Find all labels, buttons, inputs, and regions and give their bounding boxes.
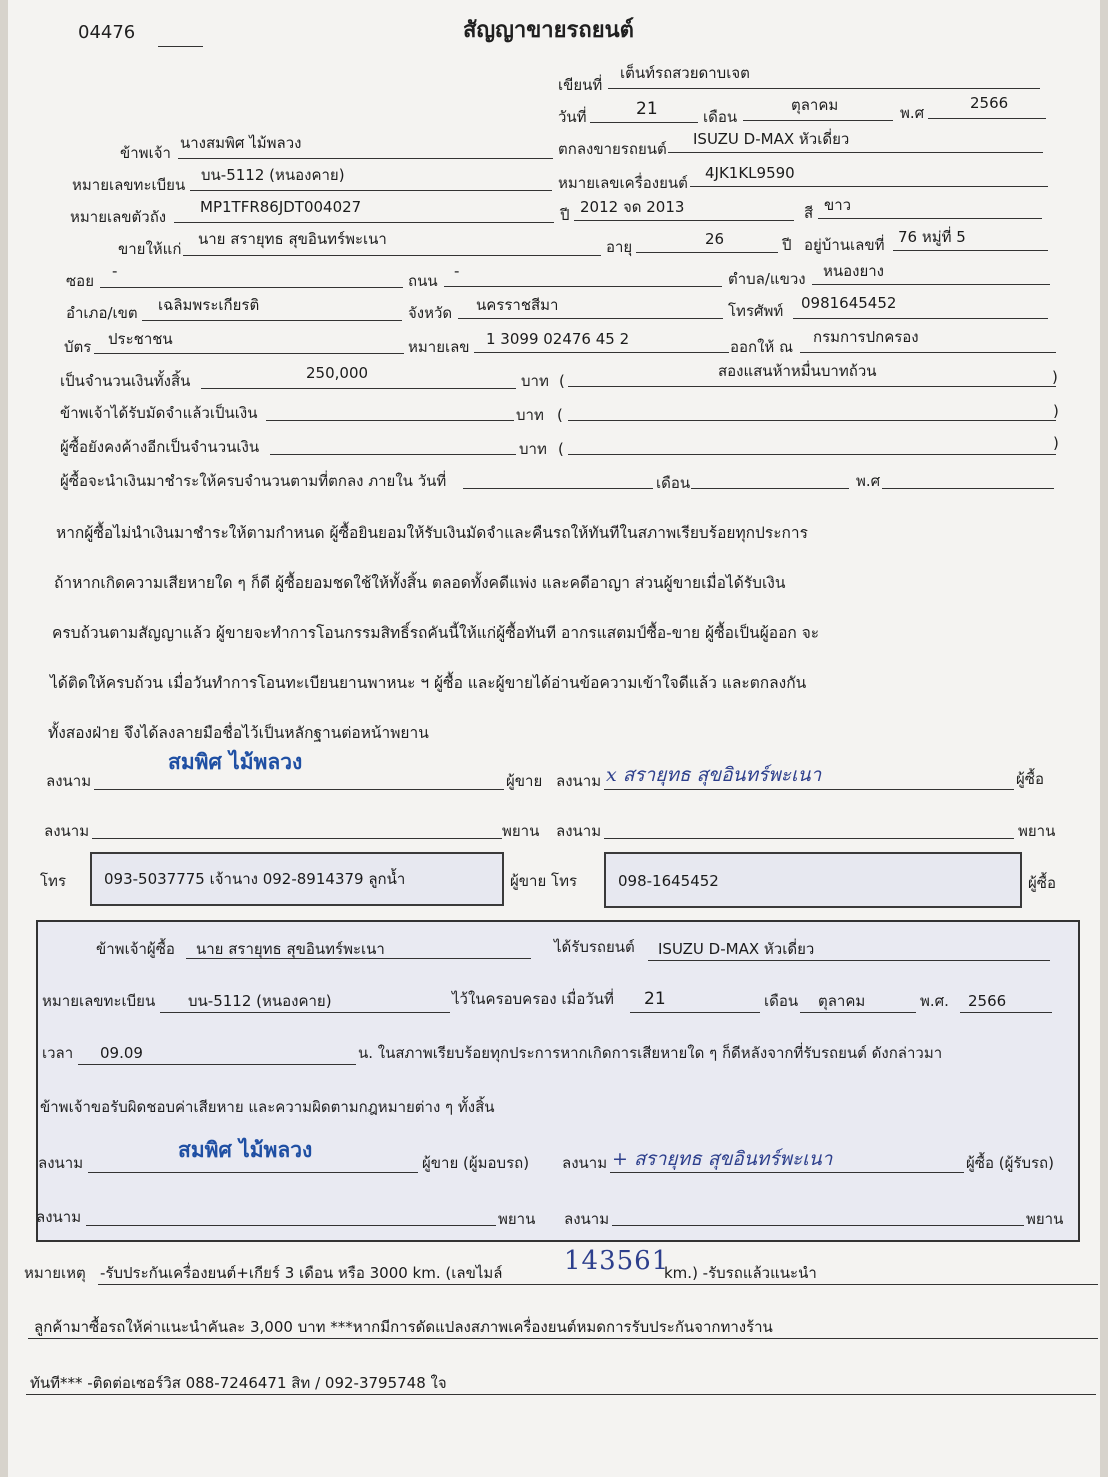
value-color: ขาว <box>824 196 852 214</box>
buyer-phone: 098-1645452 <box>618 872 719 890</box>
label-reg-no: หมายเลขทะเบียน <box>72 176 186 194</box>
line-witness-2 <box>604 838 1014 839</box>
receipt-buyer-name: นาย สรายุทธ สุขอินทร์พะเนา <box>196 940 385 958</box>
line-amount-text <box>568 386 1056 387</box>
line-notes-1 <box>98 1284 1098 1285</box>
buyer-phone-box <box>604 852 1022 908</box>
label-baht-3: บาท <box>519 440 547 458</box>
label-date: วันที่ <box>558 108 587 126</box>
line-receipt-witness-1 <box>86 1225 496 1226</box>
line-reg-no <box>190 190 552 191</box>
line-deposit <box>266 420 514 421</box>
receipt-month: ตุลาคม <box>818 992 866 1010</box>
line-car <box>668 152 1043 153</box>
value-year-model: 2012 จด 2013 <box>580 198 685 216</box>
line-district <box>142 320 402 321</box>
value-district: เฉลิมพระเกียรติ <box>158 296 260 314</box>
receipt-day: 21 <box>644 989 666 1009</box>
line-province <box>458 318 723 319</box>
label-sign-seller: ลงนาม <box>46 772 92 790</box>
time-text: น. ในสภาพเรียบร้อยทุกประการหากเกิดการเสียหายใด ๆ ก็ดีหลังจากที่รับรถยนต์ ดังกล่าวมา <box>358 1044 943 1062</box>
line-age <box>636 252 778 253</box>
label-possess: ไว้ในครอบครอง เมื่อวันที่ <box>452 990 614 1008</box>
receipt-time: 09.09 <box>100 1044 143 1062</box>
label-issued-by: ออกให้ ณ <box>730 338 793 356</box>
receipt-seller-signature: สมพิศ ไม้พลวง <box>178 1138 313 1162</box>
line-receipt-car <box>648 960 1050 961</box>
value-age: 26 <box>705 230 725 248</box>
line-subdistrict <box>812 284 1050 285</box>
divider <box>158 46 203 47</box>
label-witness-1: พยาน <box>502 822 540 840</box>
value-day: 21 <box>636 99 658 119</box>
line-house-no <box>893 250 1048 251</box>
label-receipt-reg: หมายเลขทะเบียน <box>42 992 156 1010</box>
value-issued-by: กรมการปกครอง <box>813 328 919 346</box>
label-receipt-sign-buyer: ลงนาม <box>562 1154 608 1172</box>
line-receipt-buyer <box>186 958 531 959</box>
label-subdistrict: ตำบล/แขวง <box>728 270 806 288</box>
line-remaining <box>270 454 516 455</box>
body-line-3: ครบถ้วนตามสัญญาแล้ว ผู้ขายจะทำการโอนกรรมสิทธิ์รถคันนี้ให้แก่ผู้ซื้อทันที อากรแสตมป์ซื้อ-ขาย ผู้ซื้อเป็นผู้ออก จะ <box>52 624 820 642</box>
label-province: จังหวัด <box>408 304 453 322</box>
label-card-no: หมายเลข <box>408 338 470 356</box>
label-received-car: ได้รับรถยนต์ <box>554 938 635 956</box>
line-soi <box>100 287 403 288</box>
label-chassis-no: หมายเลขตัวถัง <box>70 208 167 226</box>
label-receipt-sign-seller: ลงนาม <box>38 1154 84 1172</box>
line-phone <box>793 318 1048 319</box>
paren-open: ( <box>557 406 563 424</box>
notes-line-1a: -รับประกันเครื่องยนต์+เกียร์ 3 เดือน หรือ 3000 km. (เลขไมล์ <box>100 1264 503 1282</box>
label-receipt-witness-2: พยาน <box>1026 1210 1064 1228</box>
paren-open: ( <box>559 372 565 390</box>
label-buyer: ผู้ซื้อ <box>1016 770 1044 788</box>
value-engine-no: 4JK1KL9590 <box>705 164 795 182</box>
value-road: - <box>454 262 460 280</box>
line-deposit-text <box>568 420 1056 421</box>
paren-close: ) <box>1053 402 1059 420</box>
label-total-amount: เป็นจำนวนเงินทั้งสิ้น <box>60 372 191 390</box>
value-card-no: 1 3099 02476 45 2 <box>486 330 630 348</box>
line-receipt-month <box>800 1012 916 1013</box>
label-receipt-witness-2-sign: ลงนาม <box>564 1210 610 1228</box>
body-line-5: ทั้งสองฝ่าย จึงได้ลงลายมือชื่อไว้เป็นหลักฐานต่อหน้าพยาน <box>48 724 429 742</box>
value-month: ตุลาคม <box>791 96 839 114</box>
line-receipt-reg <box>160 1012 450 1013</box>
line-receipt-sign-seller <box>88 1172 418 1173</box>
line-be <box>928 118 1046 119</box>
seller-signature: สมพิศ ไม้พลวง <box>168 750 303 774</box>
receipt-car: ISUZU D-MAX หัวเดี่ยว <box>658 940 815 958</box>
label-written-at: เขียนที่ <box>558 76 603 94</box>
line-time <box>78 1064 356 1065</box>
label-pay-be: พ.ศ <box>856 472 881 490</box>
line-receipt-day <box>630 1012 760 1013</box>
value-province: นครราชสีมา <box>476 296 559 314</box>
value-phone: 0981645452 <box>801 294 897 312</box>
label-buyer-tel: ผู้ซื้อ <box>1028 874 1056 892</box>
line-seller <box>178 158 553 159</box>
label-year: ปี <box>560 206 570 224</box>
line-remaining-text <box>568 454 1056 455</box>
label-receipt-witness-1-sign: ลงนาม <box>36 1208 82 1226</box>
value-year: 2566 <box>970 94 1009 112</box>
body-line-2: ถ้าหากเกิดความเสียหายใด ๆ ก็ดี ผู้ซื้อยอมชดใช้ให้ทั้งสิ้น ตลอดทั้งคดีแพ่ง และคดีอาญา ส่วนผู้ขายเมื่อได้รับเงิน <box>54 574 786 592</box>
buyer-signature: x สรายุทธ สุขอินทร์พะเนา <box>606 764 822 786</box>
label-tel: โทร <box>40 872 67 890</box>
label-receipt-buyer: ผู้ซื้อ (ผู้รับรถ) <box>966 1154 1054 1172</box>
label-sign-witness-1: ลงนาม <box>44 822 90 840</box>
label-seller-tel: ผู้ขาย โทร <box>510 872 578 890</box>
body-line-4: ได้ติดให้ครบถ้วน เมื่อวันทำการโอนทะเบียนยานพาหนะ ฯ ผู้ซื้อ และผู้ขายได้อ่านข้อความเข้าใจดีแล้ว และตกลงกัน <box>50 674 807 692</box>
label-remaining: ผู้ซื้อยังคงค้างอีกเป็นจำนวนเงิน <box>60 438 260 456</box>
line-buyer <box>183 255 601 256</box>
label-road: ถนน <box>408 272 438 290</box>
label-phone: โทรศัพท์ <box>728 302 784 320</box>
label-agree-sell: ตกลงขายรถยนต์ <box>558 140 667 158</box>
body-line-1: หากผู้ซื้อไม่นำเงินมาชำระให้ตามกำหนด ผู้ซื้อยินยอมให้รับเงินมัดจำและคืนรถให้ทันทีในสภาพเรียบร้อยทุกประการ <box>56 524 808 542</box>
line-date <box>590 122 698 123</box>
line-chassis-no <box>174 222 554 223</box>
notes-line-3: ทันที*** -ติดต่อเซอร์วิส 088-7246471 สิท / 092-3795748 ใจ <box>30 1374 447 1392</box>
label-i-buyer: ข้าพเจ้าผู้ซื้อ <box>96 940 175 958</box>
line-year <box>574 220 794 221</box>
label-be: พ.ศ <box>900 104 925 122</box>
line-card-no <box>474 352 729 353</box>
line-color <box>818 218 1042 219</box>
receipt-year: 2566 <box>968 992 1007 1010</box>
label-seller: ผู้ขาย <box>506 772 543 790</box>
label-house-no: อยู่บ้านเลขที่ <box>804 236 885 254</box>
value-amount-text: สองแสนห้าหมื่นบาทถ้วน <box>718 362 877 380</box>
value-seller-name: นางสมพิศ ไม้พลวง <box>180 134 302 152</box>
label-receipt-month: เดือน <box>764 992 799 1010</box>
notes-line-2: ลูกค้ามาซื้อรถให้ค่าแนะนำคันละ 3,000 บาท ***หากมีการดัดแปลงสภาพเครื่องยนต์หมดการรับประกันจากทางร้าน <box>34 1318 773 1336</box>
notes-line-1b: km.) -รับรถแล้วแนะนำ <box>664 1264 817 1282</box>
label-sign-witness-2: ลงนาม <box>556 822 602 840</box>
label-receipt-seller: ผู้ขาย (ผู้มอบรถ) <box>422 1154 530 1172</box>
label-baht-2: บาท <box>516 406 544 424</box>
value-amount: 250,000 <box>306 364 369 382</box>
label-i: ข้าพเจ้า <box>120 144 171 162</box>
label-color: สี <box>804 204 814 222</box>
seller-phone: 093-5037775 เจ้านาง 092-8914379 ลูกน้ำ <box>104 870 406 888</box>
line-receipt-witness-2 <box>612 1225 1024 1226</box>
receipt-buyer-signature: + สรายุทธ สุขอินทร์พะเนา <box>612 1148 833 1170</box>
line-engine-no <box>690 186 1048 187</box>
label-soi: ซอย <box>66 272 94 290</box>
label-time: เวลา <box>42 1044 74 1062</box>
receipt-section <box>36 920 1080 1242</box>
value-written-at: เต็นท์รถสวยดาบเจต <box>620 64 750 82</box>
line-pay-month <box>691 488 849 489</box>
label-age: อายุ <box>606 238 633 256</box>
line-road <box>444 286 722 287</box>
label-receipt-be: พ.ศ. <box>920 992 949 1010</box>
value-house-no: 76 หมู่ที่ 5 <box>898 228 966 246</box>
label-engine-no: หมายเลขเครื่องยนต์ <box>558 174 688 192</box>
line-card <box>94 353 404 354</box>
label-pay-within: ผู้ซื้อจะนำเงินมาชำระให้ครบจำนวนตามที่ตกลง ภายใน วันที่ <box>60 472 447 490</box>
label-notes: หมายเหตุ <box>24 1264 86 1282</box>
value-chassis-no: MP1TFR86JDT004027 <box>200 198 362 216</box>
line-receipt-be <box>960 1012 1052 1013</box>
line-notes-3 <box>26 1394 1096 1395</box>
label-card: บัตร <box>64 338 92 356</box>
document-number: 04476 <box>78 22 136 43</box>
line-pay-day <box>463 488 653 489</box>
paren-close: ) <box>1053 434 1059 452</box>
label-baht-1: บาท <box>521 372 549 390</box>
line-written-at <box>608 88 1040 89</box>
contract-sheet <box>8 0 1100 1477</box>
line-issued-by <box>800 352 1056 353</box>
line-amount <box>201 388 516 389</box>
label-sign-buyer: ลงนาม <box>556 772 602 790</box>
receipt-reg-no: บน-5112 (หนองคาย) <box>188 992 332 1010</box>
value-subdistrict: หนองยาง <box>823 262 885 280</box>
value-reg-no: บน-5112 (หนองคาย) <box>201 166 345 184</box>
line-notes-2 <box>28 1338 1098 1339</box>
value-soi: - <box>112 262 118 280</box>
label-deposit: ข้าพเจ้าได้รับมัดจำแล้วเป็นเงิน <box>60 404 258 422</box>
label-district: อำเภอ/เขต <box>66 304 138 322</box>
paren-close: ) <box>1052 368 1058 386</box>
seller-phone-box <box>90 852 504 906</box>
label-receipt-witness-1: พยาน <box>498 1210 536 1228</box>
line-witness-1 <box>92 838 502 839</box>
label-sold-to: ขายให้แก่ <box>118 240 182 258</box>
mileage-handwritten: 143561 <box>564 1246 670 1276</box>
line-month <box>743 120 893 121</box>
value-buyer-name: นาย สรายุทธ สุขอินทร์พะเนา <box>198 230 387 248</box>
label-year-unit: ปี <box>782 236 792 254</box>
value-car: ISUZU D-MAX หัวเดี่ยว <box>693 130 850 148</box>
responsibility-text: ข้าพเจ้าขอรับผิดชอบค่าเสียหาย และความผิดตามกฎหมายต่าง ๆ ทั้งสิ้น <box>40 1098 495 1116</box>
value-card: ประชาชน <box>108 330 173 348</box>
document-title: สัญญาขายรถยนต์ <box>463 18 634 43</box>
line-sign-seller <box>94 789 504 790</box>
label-pay-month: เดือน <box>656 474 691 492</box>
paren-open: ( <box>558 440 564 458</box>
label-month: เดือน <box>703 108 738 126</box>
line-pay-be <box>882 488 1054 489</box>
label-witness-2: พยาน <box>1018 822 1056 840</box>
